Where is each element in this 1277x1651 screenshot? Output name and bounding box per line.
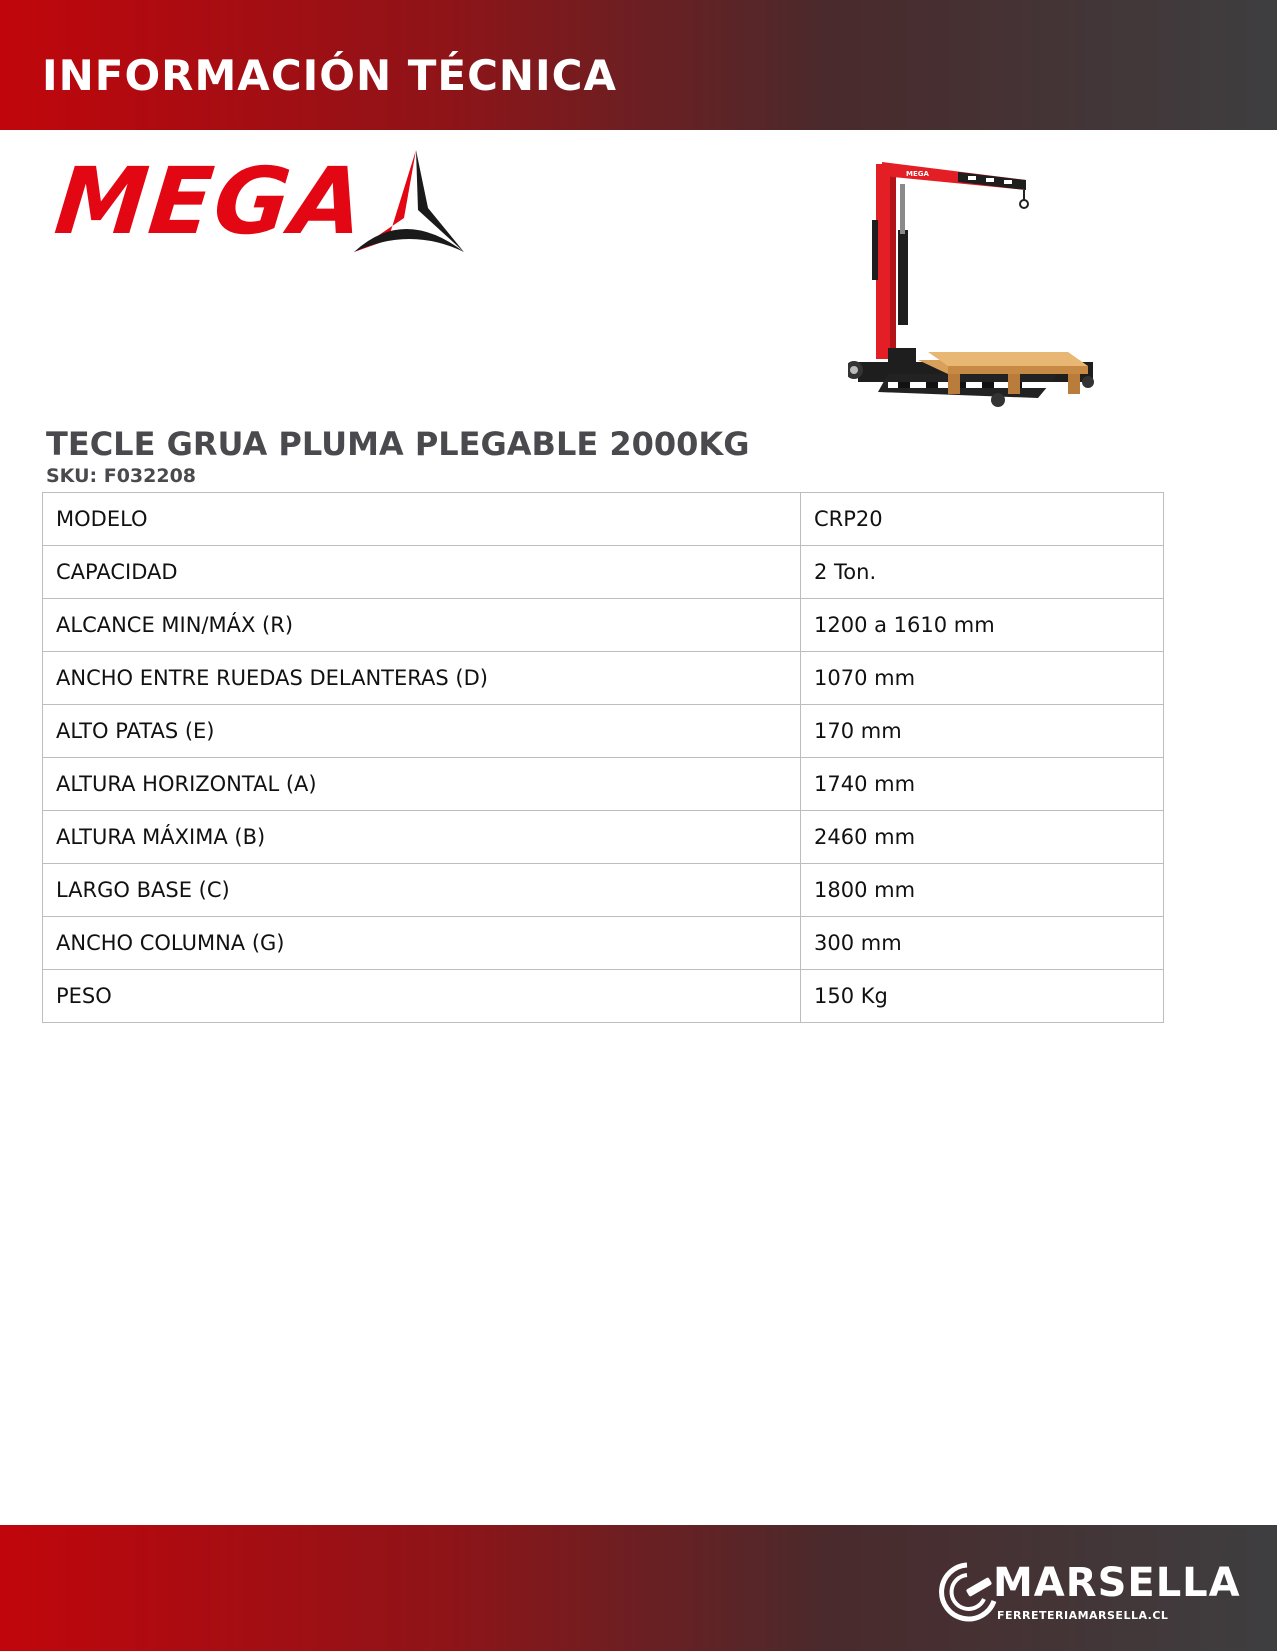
folding-crane-image — [848, 160, 1128, 430]
spec-value: 2460 mm — [801, 811, 1164, 864]
mega-logo — [50, 148, 466, 258]
product-image — [848, 160, 1128, 430]
spec-label: ANCHO COLUMNA (G) — [43, 917, 801, 970]
header-banner — [0, 0, 1277, 130]
spec-label: MODELO — [43, 493, 801, 546]
spec-label: ALTURA MÁXIMA (B) — [43, 811, 801, 864]
mega-logo-text: MEGA — [50, 148, 371, 255]
spec-row — [43, 705, 1164, 758]
spec-row — [43, 546, 1164, 599]
spec-row — [43, 758, 1164, 811]
marsella-brand-name: MARSELLA — [993, 1560, 1241, 1606]
spec-row — [43, 811, 1164, 864]
spec-row — [43, 917, 1164, 970]
spec-value: 2 Ton. — [801, 546, 1164, 599]
spec-row — [43, 599, 1164, 652]
product-sku: SKU: F032208 — [46, 465, 197, 487]
product-title: TECLE GRUA PLUMA PLEGABLE 2000KG — [46, 425, 750, 463]
spec-label: LARGO BASE (C) — [43, 864, 801, 917]
spec-row — [43, 493, 1164, 546]
mega-logo-mark-icon — [354, 148, 466, 258]
spec-label: ALTURA HORIZONTAL (A) — [43, 758, 801, 811]
spec-label: CAPACIDAD — [43, 546, 801, 599]
footer-banner — [0, 1525, 1277, 1651]
spec-value: 1200 a 1610 mm — [801, 599, 1164, 652]
spec-table — [42, 492, 1164, 1023]
spec-value: 1800 mm — [801, 864, 1164, 917]
spec-row — [43, 970, 1164, 1023]
spec-label: PESO — [43, 970, 801, 1023]
marsella-url: FERRETERIAMARSELLA.CL — [997, 1609, 1169, 1622]
spec-value: CRP20 — [801, 493, 1164, 546]
spec-value: 170 mm — [801, 705, 1164, 758]
spec-value: 300 mm — [801, 917, 1164, 970]
spec-label: ALCANCE MIN/MÁX (R) — [43, 599, 801, 652]
spec-value: 1070 mm — [801, 652, 1164, 705]
spec-label: ANCHO ENTRE RUEDAS DELANTERAS (D) — [43, 652, 801, 705]
spec-value: 150 Kg — [801, 970, 1164, 1023]
spec-value: 1740 mm — [801, 758, 1164, 811]
spec-row — [43, 864, 1164, 917]
spec-label: ALTO PATAS (E) — [43, 705, 801, 758]
page-title: INFORMACIÓN TÉCNICA — [42, 51, 618, 100]
spec-row — [43, 652, 1164, 705]
crane-boom-label: MEGA — [906, 170, 929, 178]
marsella-grinder-icon — [936, 1561, 998, 1623]
